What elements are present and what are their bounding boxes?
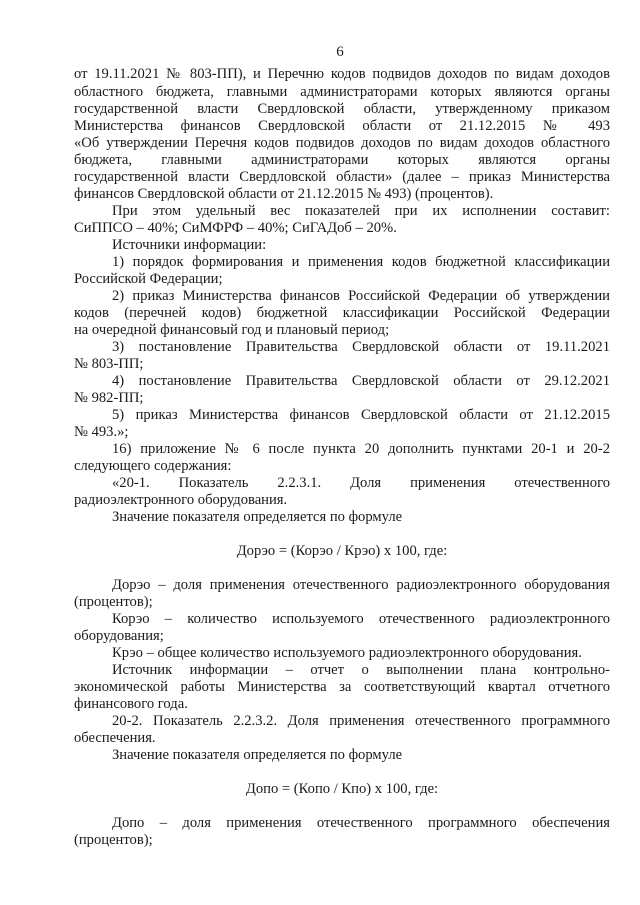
text-line: государственной власти Свердловской области» (далее – приказ Министерства (74, 169, 610, 185)
text-line: экономической работы Министерства за соответствующий квартал отчетного (74, 679, 610, 695)
text-line: на очередной финансовый год и плановый период; (74, 322, 390, 338)
text-line: № 493.»; (74, 424, 129, 440)
text-line: Источники информации: (112, 237, 267, 253)
text-line: № 982-ПП; (74, 390, 144, 406)
text-line: от 19.11.2021 № 803-ПП), и Перечню кодов подвидов доходов по видам доходов (74, 66, 610, 82)
text-line: Российской Федерации; (74, 271, 223, 287)
text-line: оборудования; (74, 628, 164, 644)
text-line: следующего содержания: (74, 458, 232, 474)
page-number: 6 (336, 44, 344, 60)
text-line: (процентов); (74, 832, 153, 848)
text-line: Дорэо = (Корэо / Крэо) x 100, где: (236, 543, 448, 559)
text-line: № 803-ПП; (74, 356, 144, 372)
text-line: Крэо – общее количество используемого радиоэлектронного оборудования. (112, 645, 582, 661)
text-line: 2) приказ Министерства финансов Российской Федерации об утверждении (112, 288, 610, 304)
text-line: 16) приложение № 6 после пункта 20 дополнить пунктами 20-1 и 20-2 (112, 441, 610, 457)
text-line: областного бюджета, главными администраторами которых являются органы (74, 84, 610, 100)
text-line: бюджета, главными администраторами которых являются органы (74, 152, 610, 168)
text-line: Корэо – количество используемого отечественного радиоэлектронного (112, 611, 610, 627)
text-line: обеспечения. (74, 730, 156, 746)
text-line: государственной власти Свердловской области, утвержденному приказом (74, 101, 610, 117)
text-line: 1) порядок формирования и применения кодов бюджетной классификации (112, 254, 610, 270)
text-line: 5) приказ Министерства финансов Свердловской области от 21.12.2015 (112, 407, 610, 423)
text-line: финансового года. (74, 696, 188, 712)
text-line: финансов Свердловской области от 21.12.2015 № 493) (процентов). (74, 186, 494, 202)
text-line: СиППСО – 40%; СиМФРФ – 40%; СиГАДоб – 20%. (74, 220, 397, 236)
text-line: Дорэо – доля применения отечественного радиоэлектронного оборудования (112, 577, 610, 593)
text-line: 20-2. Показатель 2.2.3.2. Доля применения отечественного программного (112, 713, 610, 729)
text-line: 3) постановление Правительства Свердловской области от 19.11.2021 (112, 339, 610, 355)
text-line: Значение показателя определяется по формуле (112, 509, 403, 525)
text-line: Допо = (Копо / Кпо) x 100, где: (245, 781, 439, 797)
text-line: Источник информации – отчет о выполнении плана контрольно- (112, 662, 610, 678)
text-line: 4) постановление Правительства Свердловской области от 29.12.2021 (112, 373, 610, 389)
text-line: Значение показателя определяется по формуле (112, 747, 403, 763)
text-line: (процентов); (74, 594, 153, 610)
text-line: Министерства финансов Свердловской области от 21.12.2015 № 493 (74, 118, 610, 134)
text-line: При этом удельный вес показателей при их исполнении составит: (112, 203, 610, 219)
text-line: кодов (перечней кодов) бюджетной классификации Российской Федерации (74, 305, 610, 321)
text-line: радиоэлектронного оборудования. (74, 492, 288, 508)
text-line: Допо – доля применения отечественного программного обеспечения (112, 815, 610, 831)
text-line: «20-1. Показатель 2.2.3.1. Доля применения отечественного (112, 475, 610, 491)
text-line: «Об утверждении Перечня кодов подвидов доходов по видам доходов областного (74, 135, 610, 151)
